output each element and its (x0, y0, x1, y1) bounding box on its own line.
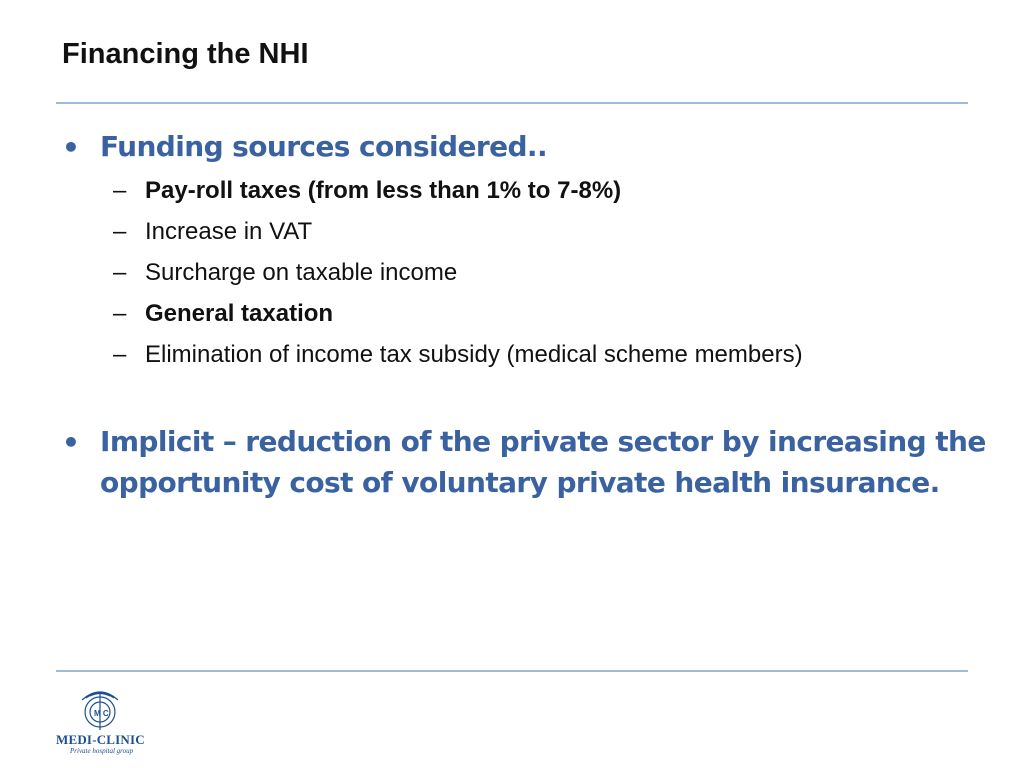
list-item (113, 218, 312, 246)
list-item (113, 300, 333, 328)
logo-name: MEDI-CLINIC (56, 732, 145, 747)
bullet-dot: • (62, 131, 80, 164)
logo-tagline: Private hospital group (70, 747, 134, 755)
list-item-text: Increase in VAT (145, 218, 313, 245)
bullet-funding-sources: Funding sources considered.. (100, 130, 547, 163)
list-item-text: General taxation (145, 300, 334, 327)
dash-marker: – (113, 341, 127, 368)
list-item-text: Pay-roll taxes (from less than 1% to 7-8%) (145, 177, 622, 204)
list-item-text: Surcharge on taxable income (145, 259, 458, 286)
dash-marker: – (113, 218, 127, 245)
list-item (113, 341, 803, 369)
logo-badge-letters: M C (94, 709, 109, 718)
footer-divider (56, 670, 968, 672)
bullet-implicit-line1: Implicit – reduction of the private sector by increasing the (100, 425, 986, 458)
bullet-dot: • (62, 426, 80, 459)
dash-marker: – (113, 177, 127, 204)
dash-marker: – (113, 300, 127, 327)
dash-marker: – (113, 259, 127, 286)
header-divider (56, 102, 968, 104)
list-item-text: Elimination of income tax subsidy (medical scheme members) (145, 341, 803, 368)
slide-title: Financing the NHI (62, 38, 309, 70)
bullet-implicit-line2: opportunity cost of voluntary private health insurance. (100, 466, 940, 499)
list-item (113, 259, 457, 287)
list-item (113, 177, 621, 205)
